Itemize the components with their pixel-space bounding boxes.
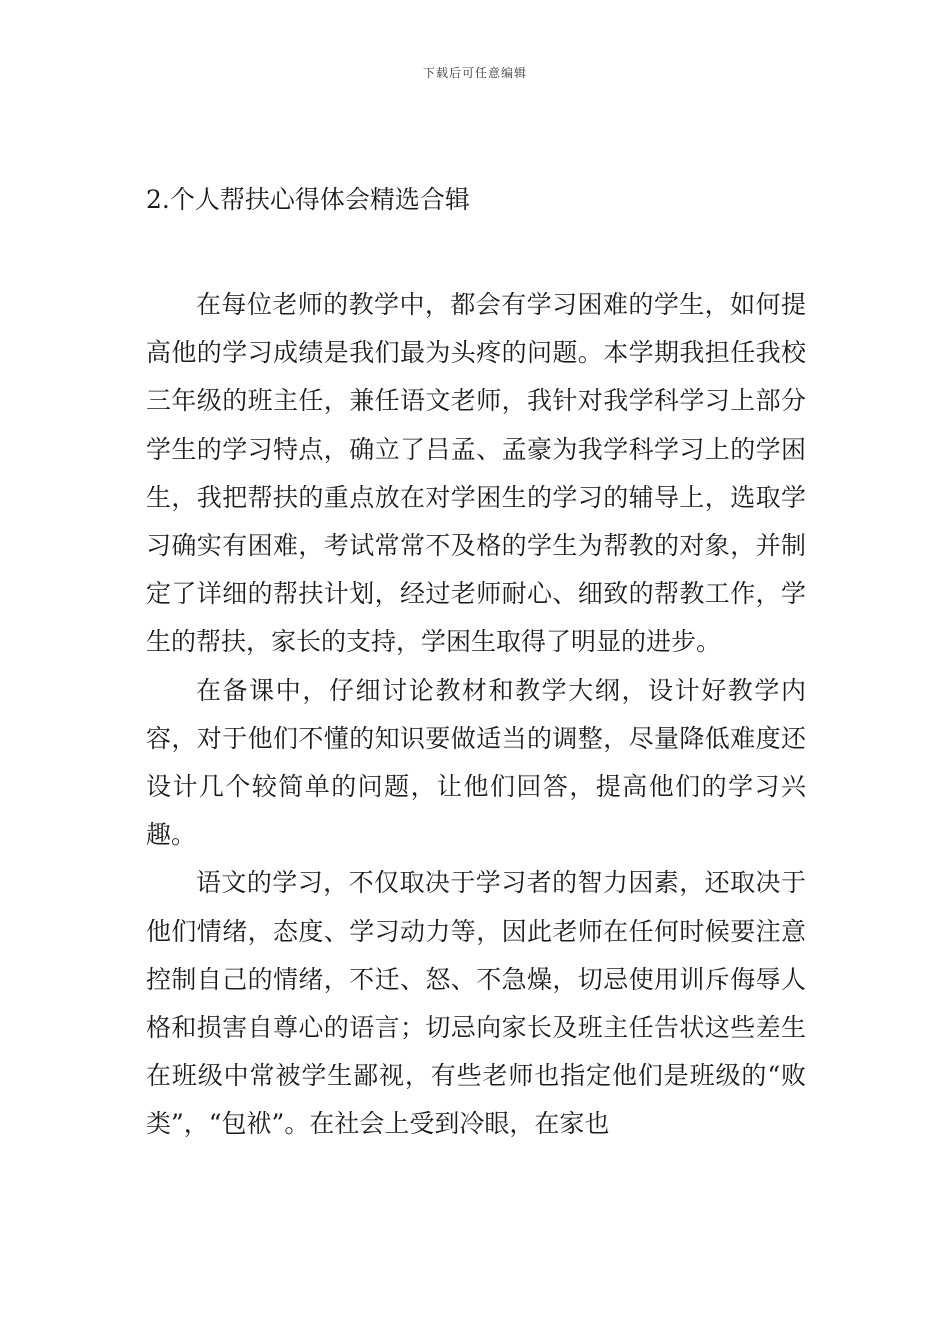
paragraph: 在备课中，仔细讨论教材和教学大纲，设计好教学内容，对于他们不懂的知识要做适当的调整，尽量降低难度还设计几个较简单的问题，让他们回答，提高他们的学习兴趣。 [146,675,806,850]
document-body [146,281,806,1149]
paragraph: 在每位老师的教学中，都会有学习困难的学生，如何提高他的学习成绩是我们最为头疼的问题。本学期我担任我校三年级的班主任，兼任语文老师，我针对我学科学习上部分学生的学习特点，确立了吕孟、孟豪为我学科学习上的学困生，我把帮扶的重点放在对学困生的学习的辅导上，选取学习确实有困难，考试常常不及格的学生为帮教的对象，并制定了详细的帮扶计划，经过老师耐心、细致的帮教工作，学生的帮扶，家长的支持，学困生取得了明显的进步。 [146,290,806,657]
header-note: 下载后可任意编辑 [422,66,527,80]
document-title: 2.个人帮扶心得体会精选合辑 [146,185,470,214]
paragraph: 语文的学习，不仅取决于学习者的智力因素，还取决于他们情绪，态度、学习动力等，因此老师在任何时候要注意控制自己的情绪，不迁、怒、不急燥，切忌使用训斥侮辱人格和损害自尊心的语言；切忌向家长及班主任告状这些差生在班级中常被学生鄙视，有些老师也指定他们是班级的“败类”，“包袱”。在社会上受到冷眼，在家也 [146,868,806,1139]
